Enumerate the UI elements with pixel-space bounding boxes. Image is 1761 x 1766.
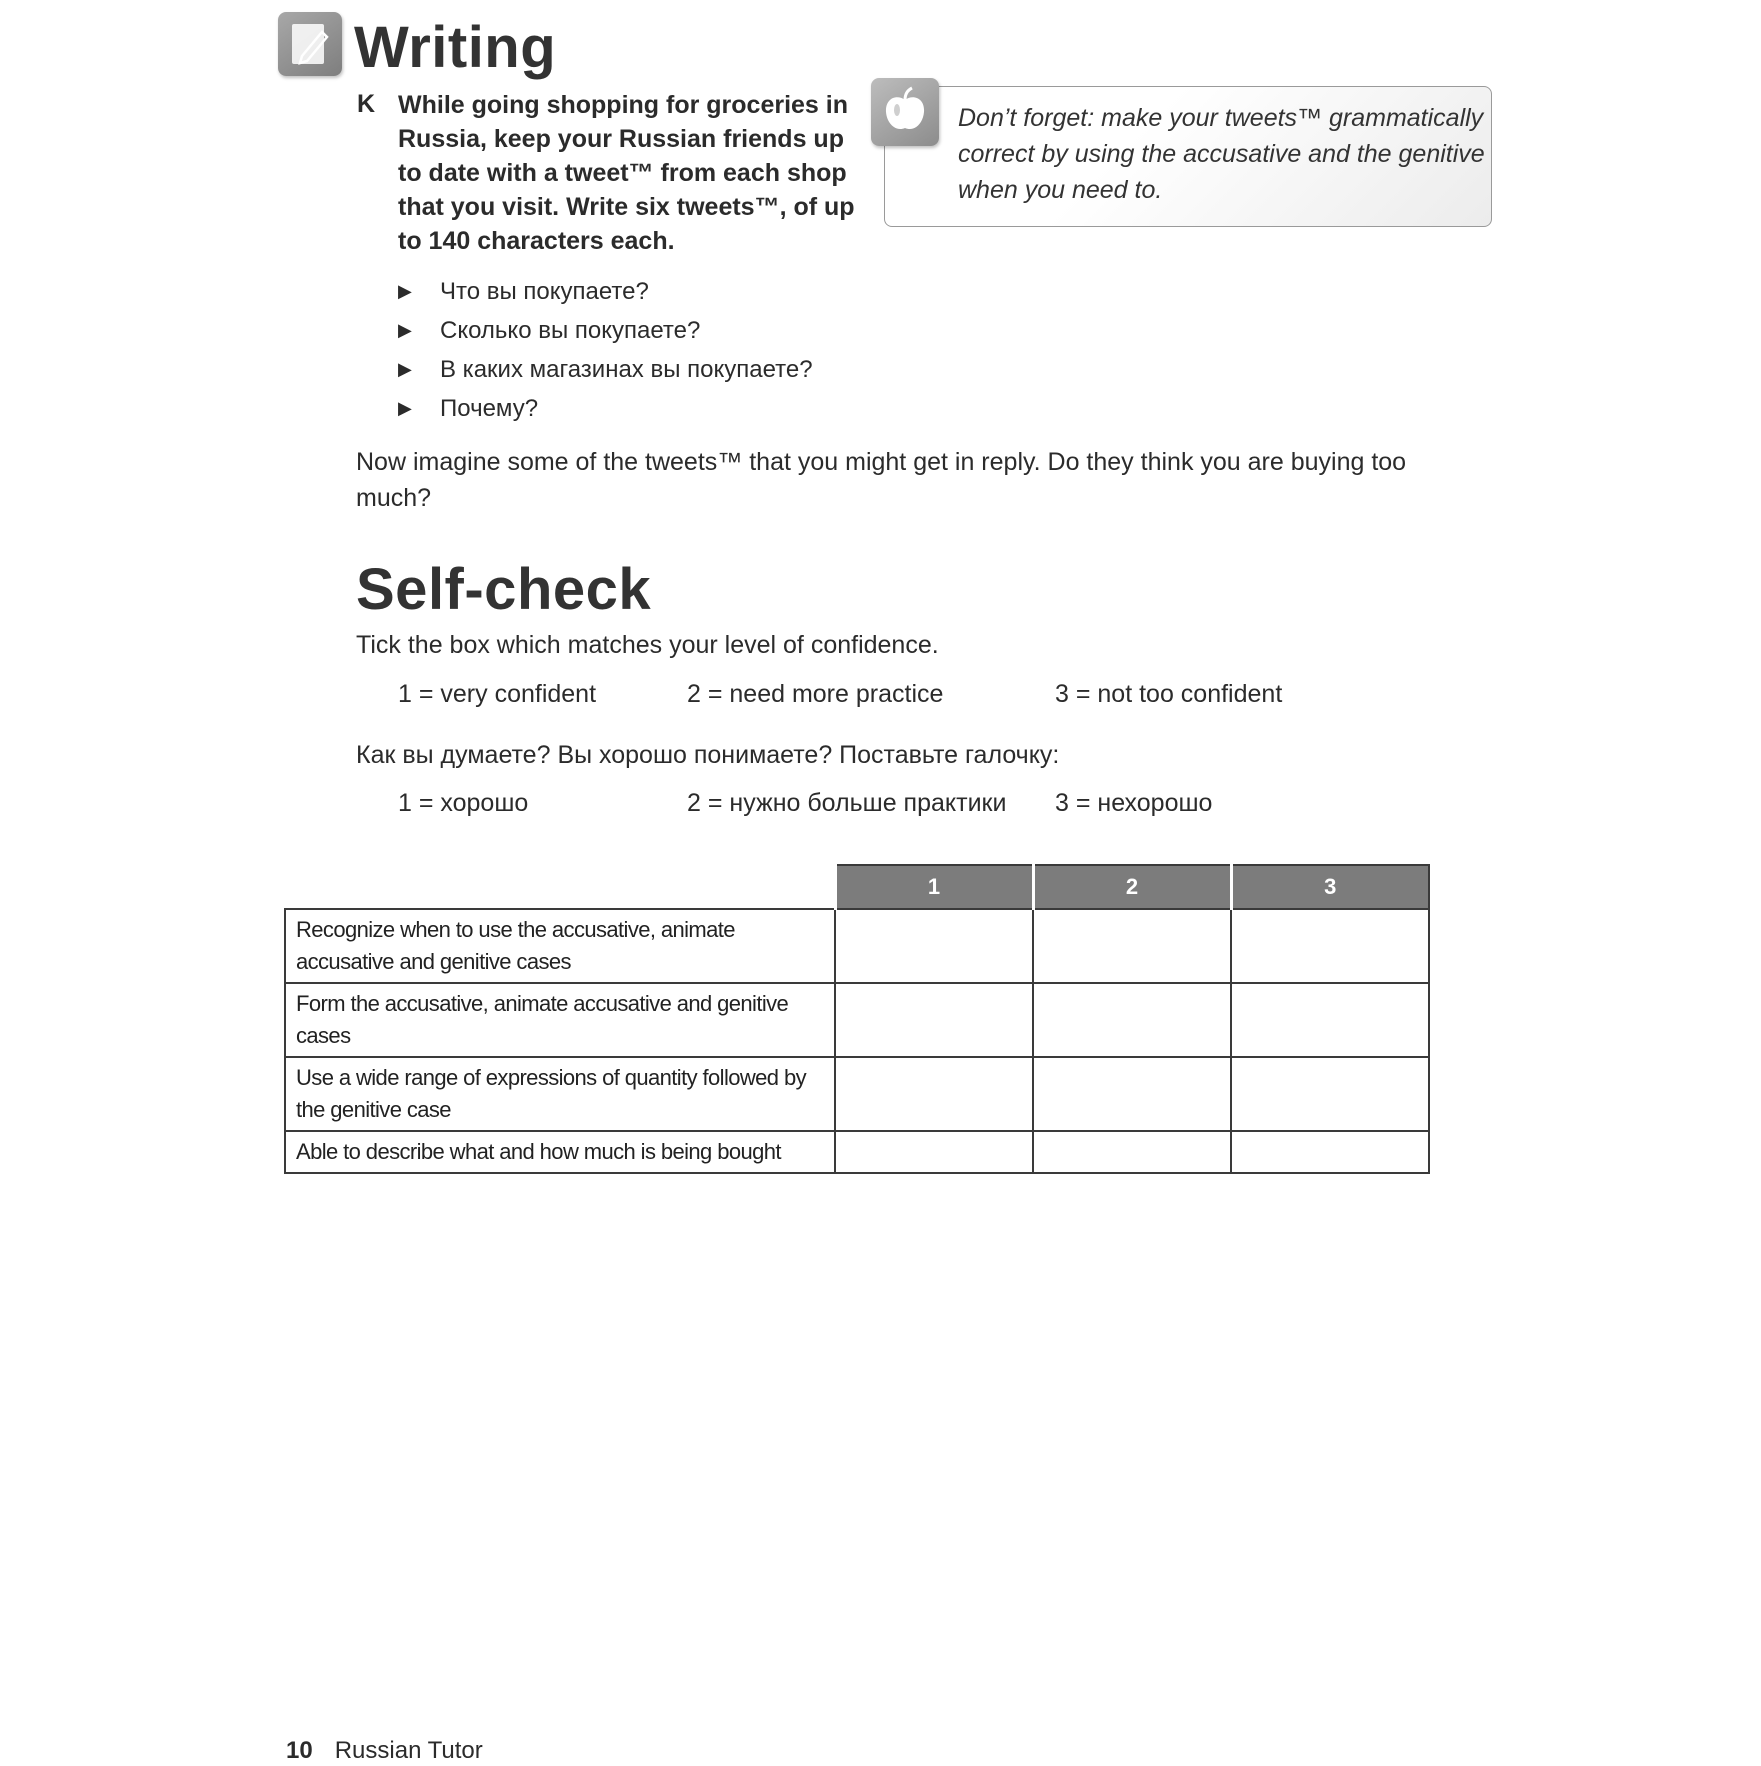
header-blank xyxy=(285,865,835,909)
tick-box[interactable] xyxy=(835,983,1033,1057)
triangle-bullet-icon: ▶ xyxy=(398,359,412,379)
column-header-3: 3 xyxy=(1231,865,1429,909)
list-item: ▶ Сколько вы покупаете? xyxy=(398,311,813,350)
scale-en-1: 1 = very confident xyxy=(398,680,597,708)
table-row xyxy=(285,909,1429,983)
table-row xyxy=(285,1131,1429,1173)
writing-title: Writing xyxy=(354,15,557,80)
row-label: Able to describe what and how much is being bought xyxy=(285,1131,835,1173)
triangle-bullet-icon: ▶ xyxy=(398,281,412,301)
table-row xyxy=(285,1057,1429,1131)
tick-box[interactable] xyxy=(1033,1057,1231,1131)
row-label: Form the accusative, animate accusative and genitive cases xyxy=(285,983,835,1057)
list-item: ▶ В каких магазинах вы покупаете? xyxy=(398,350,813,389)
row-label: Use a wide range of expressions of quantity followed by the genitive case xyxy=(285,1057,835,1131)
apple-icon xyxy=(871,78,939,146)
row-label: Recognize when to use the accusative, animate accusative and genitive cases xyxy=(285,909,835,983)
tick-box[interactable] xyxy=(835,909,1033,983)
column-header-1: 1 xyxy=(835,865,1033,909)
list-item: ▶ Что вы покупаете? xyxy=(398,272,813,311)
scale-ru-1: 1 = хорошо xyxy=(398,789,529,817)
page-footer xyxy=(286,1736,483,1766)
tick-box[interactable] xyxy=(1231,983,1429,1057)
selfcheck-instruction-ru: Как вы думаете? Вы хорошо понимаете? Поставьте галочку: xyxy=(356,741,1060,769)
list-item: ▶ Почему? xyxy=(398,389,813,428)
tick-box[interactable] xyxy=(1033,983,1231,1057)
tip-text: Don’t forget: make your tweets™ grammatically correct by using the accusative and the genitive when you need to. xyxy=(958,104,1485,204)
scale-ru-2: 2 = нужно больше практики xyxy=(687,789,1007,817)
scale-en-3: 3 = not too confident xyxy=(1055,680,1283,708)
triangle-bullet-icon: ▶ xyxy=(398,398,412,418)
followup-paragraph: Now imagine some of the tweets™ that you might get in reply. Do they think you are buying too much? xyxy=(356,448,1407,512)
scale-ru-3: 3 = нехорошо xyxy=(1055,789,1213,817)
tick-box[interactable] xyxy=(835,1057,1033,1131)
selfcheck-title: Self-check xyxy=(356,557,652,622)
exercise-letter: K xyxy=(357,90,376,118)
table-header-row xyxy=(285,865,1429,909)
selfcheck-instruction: Tick the box which matches your level of confidence. xyxy=(356,631,939,659)
scale-en-2: 2 = need more practice xyxy=(687,680,944,708)
exercise-instructions: While going shopping for groceries in Russia, keep your Russian friends up to date with a tweet™ from each shop that you visit. Write six tweets™, of up to 140 characters each. xyxy=(398,91,855,255)
tick-box[interactable] xyxy=(1231,909,1429,983)
pencil-paper-icon xyxy=(278,12,342,76)
page-number: 10 xyxy=(286,1737,313,1764)
triangle-bullet-icon: ▶ xyxy=(398,320,412,340)
column-header-2: 2 xyxy=(1033,865,1231,909)
table-row xyxy=(285,983,1429,1057)
tick-box[interactable] xyxy=(1033,909,1231,983)
question-list xyxy=(398,272,813,428)
tick-box[interactable] xyxy=(1231,1131,1429,1173)
tick-box[interactable] xyxy=(1033,1131,1231,1173)
tick-box[interactable] xyxy=(835,1131,1033,1173)
book-title: Russian Tutor xyxy=(334,1737,483,1764)
selfcheck-table xyxy=(284,864,1430,1174)
tick-box[interactable] xyxy=(1231,1057,1429,1131)
